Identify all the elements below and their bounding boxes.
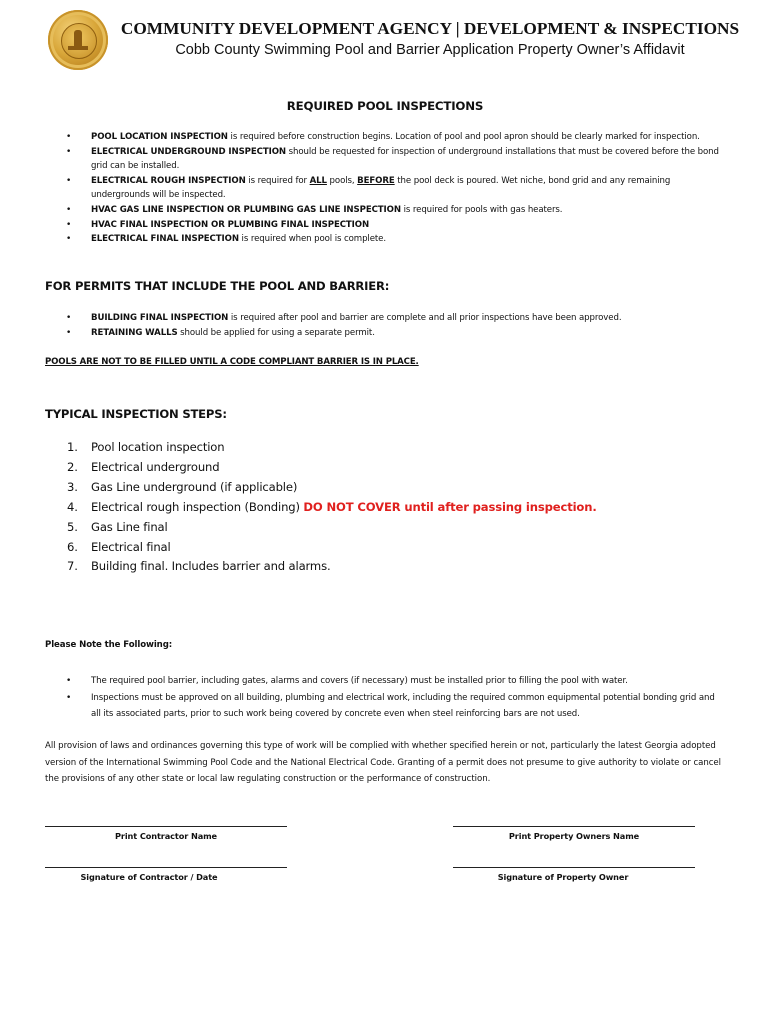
- list-item: 7. Building final. Includes barrier and alarms.: [67, 559, 331, 574]
- do-not-cover-warning: DO NOT COVER until after passing inspection.: [303, 499, 597, 514]
- list-item: • HVAC GAS LINE INSPECTION OR PLUMBING GAS LINE INSPECTION is required for pools with gas heaters.: [66, 204, 563, 215]
- list-item: • ELECTRICAL UNDERGROUND INSPECTION should be requested for inspection of underground installations that must be covered before the bond grid can be installed.: [66, 146, 719, 172]
- permits-heading: FOR PERMITS THAT INCLUDE THE POOL AND BARRIER:: [45, 279, 390, 293]
- list-item: • ELECTRICAL ROUGH INSPECTION is required for ALL pools, BEFORE the pool deck is poured. Wet niche, bond grid and any remaining undergrounds will be inspected.: [66, 175, 671, 201]
- list-item: 4. Electrical rough inspection (Bonding) DO NOT COVER until after passing inspection.: [67, 499, 597, 514]
- notes-heading: Please Note the Following:: [45, 640, 173, 650]
- list-item: 3. Gas Line underground (if applicable): [67, 479, 298, 494]
- list-item: • RETAINING WALLS should be applied for using a separate permit.: [66, 327, 375, 338]
- list-item: 1. Pool location inspection: [67, 440, 225, 454]
- county-seal-icon: [48, 10, 108, 70]
- steps-heading: TYPICAL INSPECTION STEPS:: [45, 407, 227, 421]
- list-item: • POOL LOCATION INSPECTION is required before construction begins. Location of pool and pool apron should be clearly marked for inspection.: [66, 132, 700, 142]
- document-subtitle: Cobb County Swimming Pool and Barrier Application Property Owner’s Affidavit: [175, 42, 685, 58]
- list-item: 5. Gas Line final: [67, 519, 168, 534]
- contractor-name-label: Print Contractor Name: [114, 831, 218, 841]
- list-item: • BUILDING FINAL INSPECTION is required after pool and barrier are complete and all prior inspections have been approved.: [66, 313, 622, 323]
- owner-signature-label: Signature of Property Owner: [497, 872, 629, 882]
- required-inspections-list: [0, 130, 770, 247]
- inspection-steps-list: [0, 438, 770, 577]
- owner-signature-line[interactable]: [453, 867, 695, 868]
- owner-name-line[interactable]: [453, 826, 695, 827]
- permits-list: [0, 311, 770, 340]
- list-item: • Inspections must be approved on all building, plumbing and electrical work, including the required common equipmental potential bonding grid and all its associated parts, prior to such work being covered by concrete even when steel reinforcing bars are not used.: [66, 692, 715, 720]
- list-item: • The required pool barrier, including gates, alarms and covers (if necessary) must be installed prior to filling the pool with water.: [66, 676, 628, 686]
- list-item: 2. Electrical underground: [67, 459, 220, 474]
- contractor-signature-line[interactable]: [45, 867, 287, 868]
- owner-name-label: Print Property Owners Name: [508, 831, 640, 841]
- list-item: • HVAC FINAL INSPECTION OR PLUMBING FINAL INSPECTION: [66, 219, 370, 230]
- contractor-signature-label: Signature of Contractor / Date: [80, 872, 218, 882]
- legal-paragraph: All provision of laws and ordinances governing this type of work will be complied with whether specified herein or not, particularly the latest Georgia adopted version of the International Swimming Pool Code and the National Electrical Code. Granting of a permit does not presume to give authority to violate or cancel the provisions of any other state or local law regulating construction or the performance of construction.: [45, 741, 721, 785]
- document-title: COMMUNITY DEVELOPMENT AGENCY | DEVELOPMENT & INSPECTIONS: [120, 19, 740, 38]
- list-item: 6. Electrical final: [67, 539, 171, 554]
- required-inspections-heading: REQUIRED POOL INSPECTIONS: [286, 99, 484, 113]
- list-item: • ELECTRICAL FINAL INSPECTION is required when pool is complete.: [66, 234, 386, 245]
- notes-list: [0, 673, 770, 723]
- barrier-warning: POOLS ARE NOT TO BE FILLED UNTIL A CODE COMPLIANT BARRIER IS IN PLACE.: [45, 357, 419, 367]
- contractor-name-line[interactable]: [45, 826, 287, 827]
